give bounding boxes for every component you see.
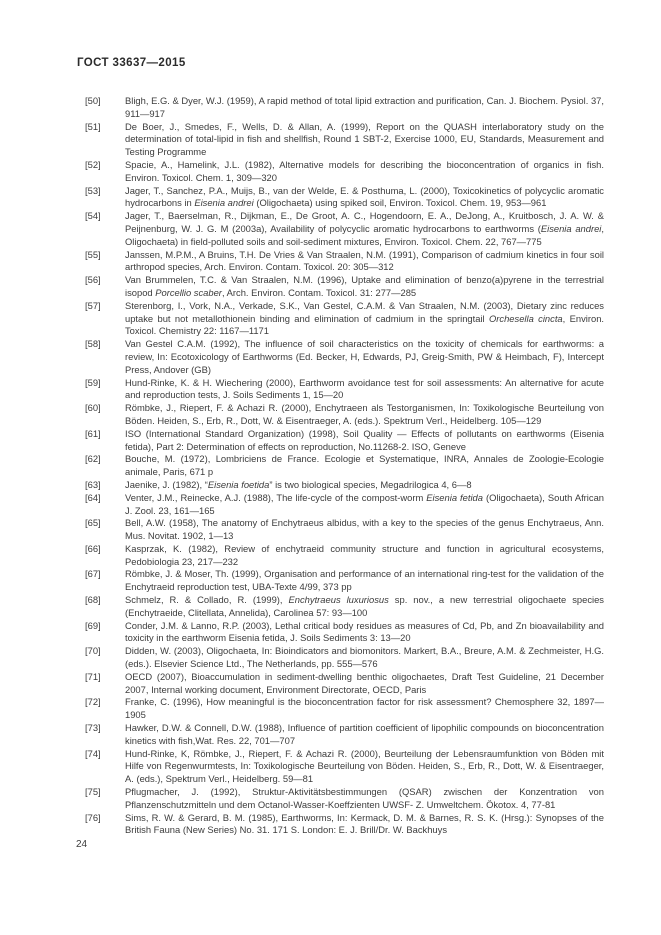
reference-number: [52] (85, 158, 101, 170)
reference-number: [63] (85, 478, 101, 490)
document-code-header: ГОСТ 33637—2015 (77, 57, 186, 69)
reference-text: Pflugmacher, J. (1992), Struktur-Aktivitätsbestimmungen (QSAR) zwischen der Konzentration von Pflanzenschutzmitteln und dem Octanol-Wasser-Koeffzienten UWSF- Z. Umweltchem. Ökotox. 4, 77-81 (125, 786, 604, 810)
reference-text: Van Brummelen, T.C. & Van Straalen, N.M. (1996), Uptake and elimination of benzo(a)pyrene in the terrestrial isopod Porcellio scaber, Arch. Environ. Contam. Toxicol. 31: 277—285 (125, 274, 604, 298)
reference-number: [57] (85, 299, 101, 311)
reference-number: [51] (85, 120, 101, 132)
reference-text: Römbke, J. & Moser, Th. (1999), Organisation and performance of an international ring-test for the validation of the Enchytraeid reproduction test, UBA-Texte 4/99, 373 pp (125, 568, 604, 593)
reference-number: [61] (85, 427, 101, 439)
reference-item (85, 620, 604, 646)
reference-text: Jager, T., Sanchez, P.A., Muijs, B., van der Welde, E. & Posthuma, L. (2000), Toxicokinetics of polycyclic aromatic hydrocarbons in Eisenia andrei (Oligochaeta) using spiked soil, Environ. Toxicol. Chem. 19, 953—961 (125, 184, 604, 209)
reference-number: [69] (85, 619, 101, 631)
reference-number: [58] (85, 338, 101, 350)
reference-text: Hund-Rinke, K, Römbke, J., Riepert, F. & Achazi R. (2000), Beurteilung der Lebensraumfunktion von Böden mit Hilfe von Regenwurmtests, In: Toxikologische Beurteilung von Böden. Heiden, S., Erb, R., Dott, W. & Eisentraeger, A. (eds.), Spektrum Verl., Heidelberg. 59—81 (125, 747, 604, 785)
reference-text: Venter, J.M., Reinecke, A.J. (1988), The life-cycle of the compost-worm Eisenia fetida (Oligochaeta), South African J. Zool. 23, 161—165 (125, 491, 605, 516)
reference-text: Didden, W. (2003), Oligochaeta, In: Bioindicators and biomonitors. Markert, B.A., Breure, A.M. & Zechmeister, H.G. (eds.). Elsevier Science Ltd., The Netherlands, pp. 555—576 (125, 645, 604, 670)
reference-number: [70] (85, 645, 101, 657)
reference-text: Bouche, M. (1972), Lombriciens de France. Ecologie et Systematique, INRA, Annales de Zoologie-Ecologie animale, Paris, 671 p (125, 453, 604, 478)
reference-text: OECD (2007), Bioaccumulation in sediment-dwelling benthic oligochaetes, Draft Test Guideline, 21 December 2007, Internal working document, Environment Directorate, OECD, Paris (125, 670, 604, 695)
reference-number: [74] (85, 747, 101, 759)
reference-item (85, 786, 604, 812)
reference-number: [72] (85, 696, 101, 708)
reference-item (85, 748, 604, 786)
reference-text: ISO (International Standard Organization) (1998), Soil Quality — Effects of pollutants on earthworms (Eisenia fetida), Part 2: Determination of effects on reproduction, No.11268-2. ISO, Geneve (125, 427, 604, 452)
reference-number: [60] (85, 402, 101, 414)
reference-number: [66] (85, 542, 101, 554)
reference-number: [64] (85, 491, 101, 503)
reference-item (85, 568, 604, 594)
reference-item (85, 185, 604, 211)
reference-number: [68] (85, 594, 101, 606)
reference-item (85, 453, 604, 479)
reference-item (85, 428, 604, 454)
reference-item (85, 594, 604, 620)
reference-text: Schmelz, R. & Collado, R. (1999), Enchytraeus luxuriosus sp. nov., a new terrestrial oligochaete species (Enchytraeide, Clitellata, Annelida), Carolinea 57: 93—100 (125, 594, 604, 618)
reference-item (85, 645, 604, 671)
reference-number: [54] (85, 210, 101, 222)
reference-item (85, 722, 604, 748)
reference-item (85, 121, 604, 159)
reference-text: Bligh, E.G. & Dyer, W.J. (1959), A rapid method of total lipid extraction and purification, Can. J. Biochem. Pysiol. 37, 911—917 (125, 95, 604, 119)
reference-number: [56] (85, 274, 101, 286)
reference-number: [76] (85, 811, 101, 823)
reference-text: Spacie, A., Hamelink, J.L. (1982), Alternative models for describing the bioconcentration of organics in fish. Environ. Toxicol. Chem. 1, 309—320 (125, 158, 604, 183)
reference-item (85, 95, 604, 121)
reference-item (85, 671, 604, 697)
reference-text: Franke, C. (1996), How meaningful is the bioconcentration factor for risk assessment? Chemosphere 32, 1897—1905 (125, 696, 604, 721)
reference-text: Sterenborg, I., Vork, N.A., Verkade, S.K., Van Gestel, C.A.M. & Van Straalen, N.M. (2003), Dietary zinc reduces uptake but not metallothionein binding and elimination of cadmium in the springtail Orchesella cincta, Environ. Toxicol. Chemistry 22: 1167—1171 (125, 299, 605, 337)
page-number: 24 (76, 839, 88, 850)
reference-text: Conder, J.M. & Lanno, R.P. (2003), Lethal critical body residues as measures of Cd, Pb, and Zn bioavailability and toxicity in the earthworm Eisenia fetida, J. Soils Sediments 3: 13—20 (125, 619, 604, 644)
reference-text: Kasprzak, K. (1982), Review of enchytraeid community structure and function in agricultural ecosystems, Pedobiologia 23, 217—232 (125, 542, 604, 567)
reference-number: [55] (85, 248, 101, 260)
reference-item (85, 402, 604, 428)
reference-item (85, 543, 604, 569)
reference-number: [73] (85, 722, 101, 734)
reference-text: Van Gestel C.A.M. (1992), The influence of soil characteristics on the toxicity of chemicals for earthworms: a review, In: Ecotoxicology of Earthworms (Ed. Becker, H, Edwards, PJ, Greig-Smith, PW & Heimbach, F), Intercept Press, Andover (GB) (125, 338, 604, 375)
reference-item (85, 274, 604, 300)
reference-item (85, 492, 604, 518)
reference-text: Hawker, D.W. & Connell, D.W. (1988), Influence of partition coefficient of lipophilic compounds on bioconcentration kinetics with fish,Wat. Res. 22, 701—707 (125, 722, 604, 746)
reference-number: [59] (85, 376, 101, 388)
reference-text: Janssen, M.P.M., A Bruins, T.H. De Vries & Van Straalen, N.M. (1991), Comparison of cadmium kinetics in four soil arthropod species, Arch. Environ. Contam. Toxicol. 20: 305—312 (125, 248, 604, 273)
reference-number: [67] (85, 568, 101, 580)
reference-item (85, 300, 604, 338)
reference-number: [62] (85, 453, 101, 465)
reference-item (85, 159, 604, 185)
reference-text: Römbke, J., Riepert, F. & Achazi R. (2000), Enchytraeen als Testorganismen, In: Toxikologische Beurteilung von Böden. Heiden, S., Erb, R., Dott, W. & Eisentraeger, A. (eds.). Spektrum Verl., Heidelberg. 105—129 (125, 402, 604, 426)
reference-item (85, 210, 604, 248)
reference-text: Jager, T., Baerselman, R., Dijkman, E., De Groot, A. C., Hogendoorn, E. A., DeJong, A., Kruitbosch, J. A. W. & Peijnenburg, W. J. G. M (2003a), Availability of polycyclic aromatic hydrocarbons to earthworms (Eisenia andrei, Oligochaeta) in field-polluted soils and soil-sediment mixtures, Environ. Toxicol. Chem. 22, 767—775 (125, 210, 604, 247)
reference-text: Bell, A.W. (1958), The anatomy of Enchytraeus albidus, with a key to the species of the genus Enchytraeus, Ann. Mus. Novitat. 1902, 1—13 (125, 517, 604, 542)
reference-number: [53] (85, 184, 101, 196)
reference-list (85, 95, 604, 837)
reference-item (85, 479, 604, 492)
reference-text: Jaenike, J. (1982), “Eisenia foetida” is two biological species, Megadrilogica 4, 6—8 (125, 478, 472, 490)
reference-item (85, 377, 604, 403)
reference-text: Sims, R. W. & Gerard, B. M. (1985), Earthworms, In: Kermack, D. M. & Barnes, R. S. K. (Hrsg.): Synopses of the British Fauna (New Series) No. 31. 171 S. London: E. J. Brill/Dr. W. Backhuys (125, 811, 604, 836)
reference-number: [75] (85, 786, 101, 798)
reference-number: [71] (85, 670, 101, 682)
reference-number: [50] (85, 95, 101, 106)
reference-text: Hund-Rinke, K. & H. Wiechering (2000), Earthworm avoidance test for soil assessments: An alternative for acute and reproduction tests, J. Soils Sediments 1, 15—20 (125, 376, 604, 401)
reference-item (85, 338, 604, 376)
reference-item (85, 249, 604, 275)
reference-text: De Boer, J., Smedes, F., Wells, D. & Allan, A. (1999), Report on the QUASH interlaboratory study on the determination of total-lipid in fish and shellfish, Round 1 SBT-2, Exercise 1000, EU, Standards, Measurement and Testing Programme (125, 120, 604, 158)
reference-item (85, 812, 604, 838)
reference-number: [65] (85, 517, 101, 529)
reference-item (85, 517, 604, 543)
reference-item (85, 696, 604, 722)
